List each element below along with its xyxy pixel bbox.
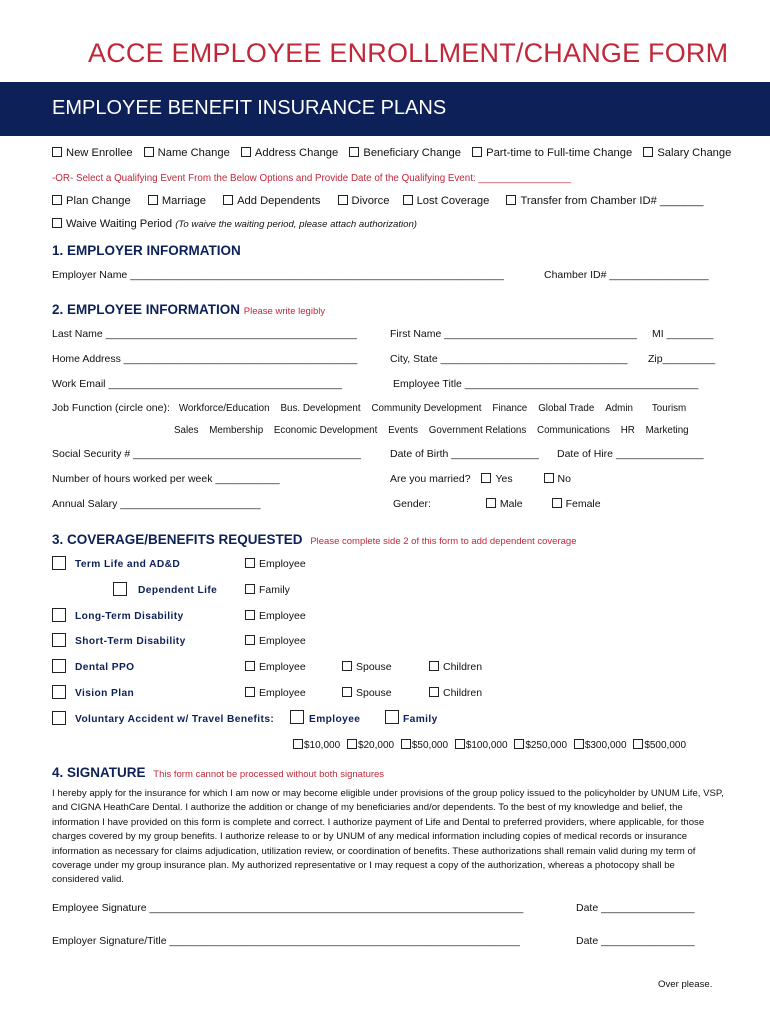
option-name-change[interactable]: Name Change	[144, 147, 230, 159]
job-function-row2	[174, 425, 689, 436]
gender-female-option[interactable]: Female	[552, 498, 601, 510]
married-question: Are you married? Yes No	[390, 473, 571, 485]
employee-date-field[interactable]: Date ________________	[576, 902, 695, 914]
checkbox[interactable]	[52, 147, 62, 157]
dob-field[interactable]: Date of Birth _______________	[390, 448, 539, 460]
section4-note: This form cannot be processed without both signatures	[153, 769, 385, 780]
qualifying-event-note: -OR- Select a Qualifying Event From the Below Options and Provide Date of the Qualifying Event: _________________	[52, 173, 571, 184]
term-life-employee-option[interactable]: Employee	[245, 558, 306, 570]
voluntary-checkbox[interactable]	[52, 711, 66, 725]
vision-spouse-option[interactable]: Spouse	[342, 687, 392, 699]
banner-title: EMPLOYEE BENEFIT INSURANCE PLANS	[52, 97, 447, 119]
dependent-life-checkbox[interactable]	[113, 582, 127, 596]
job-function-option[interactable]: HR	[620, 425, 635, 436]
voluntary-employee-label: Employee	[309, 714, 361, 725]
job-function-option[interactable]: Marketing	[645, 425, 689, 436]
job-function-option[interactable]: Events	[388, 425, 419, 436]
salary-field[interactable]: Annual Salary ________________________	[52, 498, 261, 510]
checkbox[interactable]	[52, 195, 62, 205]
checkbox[interactable]	[349, 147, 359, 157]
option-new-enrollee[interactable]: New Enrollee	[52, 147, 133, 159]
checkbox[interactable]	[241, 147, 251, 157]
employer-date-field[interactable]: Date ________________	[576, 935, 695, 947]
checkbox[interactable]	[506, 195, 516, 205]
hours-field[interactable]: Number of hours worked per week ___________	[52, 473, 280, 485]
job-function-option[interactable]: Economic Development	[273, 425, 378, 436]
checkbox[interactable]	[403, 195, 413, 205]
checkbox[interactable]	[643, 147, 653, 157]
checkbox[interactable]	[245, 558, 255, 568]
employee-signature-field[interactable]: Employee Signature ________________________________________________________________	[52, 902, 524, 914]
amount-option[interactable]: $300,000	[574, 740, 627, 751]
checkbox[interactable]	[472, 147, 482, 157]
chamber-id-field[interactable]: Chamber ID# _________________	[544, 269, 709, 281]
checkbox[interactable]	[245, 610, 255, 620]
dental-employee-option[interactable]: Employee	[245, 661, 306, 673]
section4-heading: 4. SIGNATURE This form cannot be processed without both signatures	[52, 765, 385, 780]
waive-waiting-period[interactable]: Waive Waiting Period (To waive the waiting period, please attach authorization)	[52, 218, 417, 230]
section2-heading: 2. EMPLOYEE INFORMATION Please write legibly	[52, 302, 326, 317]
checkbox[interactable]	[342, 661, 352, 671]
dental-spouse-option[interactable]: Spouse	[342, 661, 392, 673]
gender-question: Gender: Male Female	[393, 498, 601, 510]
married-no-option[interactable]: No	[544, 473, 571, 485]
amount-option[interactable]: $10,000	[293, 740, 340, 751]
term-life-checkbox[interactable]	[52, 556, 66, 570]
section3-heading: 3. COVERAGE/BENEFITS REQUESTED Please complete side 2 of this form to add dependent coverage	[52, 532, 577, 547]
option-marriage[interactable]: Marriage	[148, 195, 206, 207]
checkbox[interactable]	[552, 498, 562, 508]
checkbox[interactable]	[574, 739, 584, 749]
checkbox[interactable]	[429, 661, 439, 671]
checkbox[interactable]	[148, 195, 158, 205]
employee-title-field[interactable]: Employee Title ________________________________________	[393, 378, 699, 390]
mi-field[interactable]: MI ________	[652, 328, 714, 340]
zip-field[interactable]: Zip_________	[648, 353, 716, 365]
vision-children-option[interactable]: Children	[429, 687, 482, 699]
coverage-amounts	[293, 739, 686, 751]
checkbox[interactable]	[223, 195, 233, 205]
vision-label: Vision Plan	[75, 688, 135, 699]
checkbox[interactable]	[338, 195, 348, 205]
job-function-option[interactable]: Tourism	[651, 403, 687, 414]
voluntary-employee-checkbox[interactable]	[290, 710, 304, 724]
last-name-field[interactable]: Last Name ___________________________________________	[52, 328, 357, 340]
job-function-option[interactable]: Admin	[605, 403, 633, 414]
checkbox[interactable]	[633, 739, 643, 749]
voluntary-family-label: Family	[403, 714, 438, 725]
married-yes-option[interactable]: Yes	[481, 473, 512, 485]
dental-label: Dental PPO	[75, 662, 135, 673]
checkbox[interactable]	[429, 687, 439, 697]
ltd-checkbox[interactable]	[52, 608, 66, 622]
gender-male-option[interactable]: Male	[486, 498, 523, 510]
option-part-to-full-time[interactable]: Part-time to Full-time Change	[472, 147, 632, 159]
job-function-option[interactable]: Government Relations	[428, 425, 527, 436]
amount-option[interactable]: $20,000	[347, 740, 394, 751]
amount-option[interactable]: $500,000	[633, 740, 686, 751]
checkbox[interactable]	[52, 218, 62, 228]
change-options-row2	[52, 195, 711, 207]
city-state-field[interactable]: City, State ________________________________	[390, 353, 628, 365]
checkbox[interactable]	[544, 473, 554, 483]
term-life-label: Term Life and AD&D	[75, 559, 181, 570]
job-function-option[interactable]: Workforce/Education	[178, 403, 270, 414]
footer-note: Over please.	[658, 979, 713, 990]
job-function-option[interactable]: Sales	[174, 425, 199, 436]
form-title: ACCE EMPLOYEE ENROLLMENT/CHANGE FORM	[88, 38, 729, 68]
amount-option[interactable]: $50,000	[401, 740, 448, 751]
job-function-option[interactable]: Community Development	[371, 403, 482, 414]
option-transfer[interactable]: Transfer from Chamber ID# _______	[506, 195, 703, 207]
checkbox[interactable]	[514, 739, 524, 749]
checkbox[interactable]	[245, 661, 255, 671]
checkbox[interactable]	[347, 739, 357, 749]
employer-signature-field[interactable]: Employer Signature/Title ____________________________________________________________	[52, 935, 520, 947]
dental-checkbox[interactable]	[52, 659, 66, 673]
checkbox[interactable]	[245, 635, 255, 645]
job-function-option[interactable]: Finance	[492, 403, 528, 414]
option-plan-change[interactable]: Plan Change	[52, 195, 131, 207]
option-lost-coverage[interactable]: Lost Coverage	[403, 195, 490, 207]
checkbox[interactable]	[481, 473, 491, 483]
job-function-option[interactable]: Communications	[537, 425, 610, 436]
job-function-option[interactable]: Global Trade	[538, 403, 595, 414]
std-employee-option[interactable]: Employee	[245, 635, 306, 647]
checkbox[interactable]	[401, 739, 411, 749]
first-name-field[interactable]: First Name _________________________________	[390, 328, 637, 340]
option-add-dependents[interactable]: Add Dependents	[223, 195, 320, 207]
option-divorce[interactable]: Divorce	[338, 195, 390, 207]
dental-children-option[interactable]: Children	[429, 661, 482, 673]
ltd-label: Long-Term Disability	[75, 611, 184, 622]
job-function-label: Job Function (circle one):	[52, 402, 170, 414]
section1-heading: 1. EMPLOYER INFORMATION	[52, 243, 241, 258]
vision-employee-option[interactable]: Employee	[245, 687, 306, 699]
authorization-paragraph: I hereby apply for the insurance for which I am now or may become eligible under provisions of the group policy issued to the policyholder by UNUM Life, VSP, and CIGNA HeathCare Dental. I authorize the addition or change of my beneficiaries and/or dependents. To the best of my knowledge and belief, the information I have provided on this form is complete and correct. I authorize payment of Life and Dental to preferred providers, where applicable, for those charges covered by my group benefits. I authorize release to or by UNUM of any medical information including copies of medical records or insurance information as necessary for claims adjudication, utilization review, or coordination of benefits. These authorizations shall remain valid during my term of coverage under my group insurance plan. My authorized representative or I may request a copy of the authorization, whereas a photocopy shall be considered valid.	[52, 788, 724, 886]
option-address-change[interactable]: Address Change	[241, 147, 338, 159]
voluntary-label: Voluntary Accident w/ Travel Benefits:	[75, 714, 275, 725]
amount-option[interactable]: $250,000	[514, 740, 567, 751]
hire-date-field[interactable]: Date of Hire _______________	[557, 448, 704, 460]
checkbox[interactable]	[293, 739, 303, 749]
dependent-life-label: Dependent Life	[138, 585, 218, 596]
checkbox[interactable]	[245, 584, 255, 594]
ltd-employee-option[interactable]: Employee	[245, 610, 306, 622]
amount-option[interactable]: $100,000	[455, 740, 508, 751]
checkbox[interactable]	[486, 498, 496, 508]
vision-checkbox[interactable]	[52, 685, 66, 699]
employer-name-field[interactable]: Employer Name ________________________________________________________________	[52, 269, 504, 281]
work-email-field[interactable]: Work Email ________________________________________	[52, 378, 342, 390]
checkbox[interactable]	[144, 147, 154, 157]
checkbox[interactable]	[245, 687, 255, 697]
section3-note: Please complete side 2 of this form to add dependent coverage	[310, 536, 577, 547]
home-address-field[interactable]: Home Address ________________________________________	[52, 353, 358, 365]
job-function-option[interactable]: Membership	[209, 425, 264, 436]
checkbox[interactable]	[455, 739, 465, 749]
voluntary-family-checkbox[interactable]	[385, 710, 399, 724]
waive-note: (To waive the waiting period, please attach authorization)	[175, 219, 417, 230]
job-function-row1	[52, 402, 686, 414]
std-checkbox[interactable]	[52, 633, 66, 647]
option-salary-change[interactable]: Salary Change	[643, 147, 731, 159]
section2-note: Please write legibly	[243, 306, 326, 317]
dependent-life-family-option[interactable]: Family	[245, 584, 290, 596]
option-beneficiary-change[interactable]: Beneficiary Change	[349, 147, 461, 159]
change-options-row1	[52, 147, 739, 159]
checkbox[interactable]	[342, 687, 352, 697]
std-label: Short-Term Disability	[75, 636, 186, 647]
ssn-field[interactable]: Social Security # _______________________________________	[52, 448, 361, 460]
job-function-option[interactable]: Bus. Development	[280, 403, 361, 414]
